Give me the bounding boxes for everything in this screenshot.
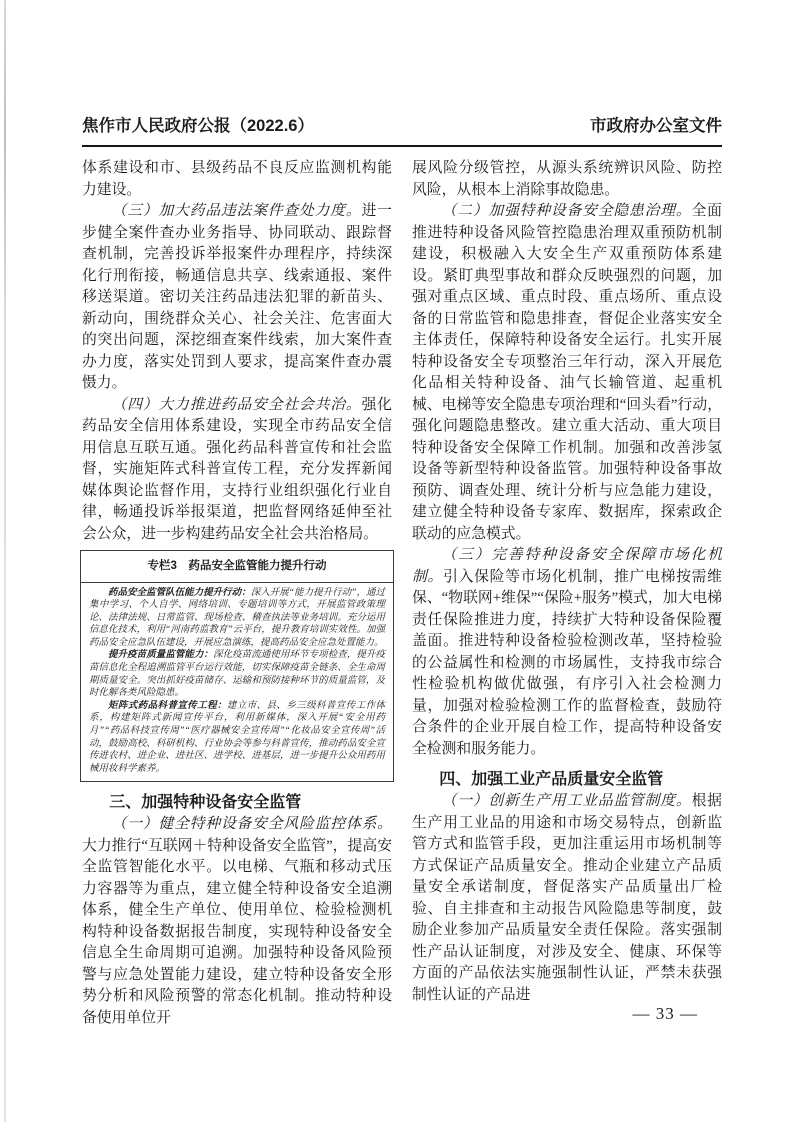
paragraph-continuation — [82, 158, 392, 201]
box-item — [89, 700, 385, 776]
page-header — [82, 112, 722, 147]
page-body — [82, 158, 722, 1029]
paragraph-text: 引入保险等市场化机制，推广电梯按需维保、“物联网+维保”“保险+服务”模式，加大电梯责任保险推进力度，持续扩大特种设备保险覆盖面。推进特种设备检验检测改革，坚持检验的公益属性和检测的市场属性，支持我市综合性检验机构做优做强，有序引入社会检测力量，加强对检验检测工作的监督检查，鼓励符合条件的企业开展自检工作，提高特种设备安全检测和服务能力。 — [412, 568, 722, 757]
paragraph — [412, 791, 722, 1006]
section-heading-4: 四、加强工业产品质量安全监管 — [439, 771, 664, 788]
paragraph-lead: （一）健全特种设备安全风险监控体系。 — [111, 816, 392, 833]
box-item-text: 深化疫苗流通使用环节专项检查，提升疫苗信息化全程追溯监管平台运行效能，切实保障疫苗全链条、全生命周期质量安全。突出抓好疫苗储存、运输和预防接种环节的质量监管，及时化解各类风险隐患。 — [89, 650, 385, 699]
highlight-box — [80, 550, 394, 782]
paragraph-lead: （三）加大药品违法案件查处力度。 — [111, 203, 362, 219]
paragraph-lead: （二）加强特种设备安全隐患治理。 — [441, 203, 692, 219]
paragraph-text: 根据生产用工业品的用途和市场交易特点，创新监管方式和监管手段，更加注重运用市场机制等方式保证产品质量安全。推动企业建立产品质量安全承诺制度，督促落实产品质量出厂检验、自主排查和主动报告风险隐患等制度，鼓励企业参加产品质量安全责任保险。落实强制性产品认证制度，对涉及安全、健康、环保等方面的产品依法实施强制性认证，严禁未获强制性认证的产品进 — [412, 793, 722, 1003]
page-number: — 33 — — [632, 1004, 698, 1023]
header-gazette-title: 焦作市人民政府公报（2022.6） — [82, 117, 314, 135]
box-item-text: 建立市、县、乡三级科普宣传工作体系，构建矩阵式新闻宣传平台，利用新媒体，深入开展“安全用药月”“药品科技宣传周”“医疗器械安全宣传周”“化妆品安全宣传周”活动，鼓励高校、科研机构、行业协会等参与科普宣传，推动药品安全宣传进农村、进企业、进社区、进学校、进基层，进一步提升公众用药用械用妆科学素养。 — [89, 700, 385, 774]
page-content — [82, 112, 722, 1029]
paragraph-lead: （三）完善特种设备安全保障市场化机制。 — [412, 547, 722, 585]
paragraph-lead: （四）大力推进药品安全社会共治。 — [111, 396, 362, 413]
left-column — [82, 158, 392, 1029]
box-item-lead: 矩阵式药品科普宣传工程： — [108, 700, 227, 711]
paragraph-continuation — [412, 158, 722, 201]
highlight-box-body — [81, 583, 393, 782]
paragraph — [82, 395, 392, 546]
section-heading-3: 三、加强特种设备安全监管 — [109, 794, 302, 812]
box-item-text: 深入开展“能力提升行动”，通过集中学习、个人自学、网络培训、专题培训等方式，开展监管政策理论、法律法规、日常监管、现场检查、稽查执法等业务培训。充分运用信息化技术，利用“河南药监教育”云平台，提升教育培训实效性。加强药品安全应急队伍建设，开展应急演练，提高药品安全应急处置能力。 — [89, 587, 385, 648]
paragraph-lead: （一）创新生产用工业品监管制度。 — [441, 793, 692, 809]
paragraph-text: 大力推行“互联网＋特种设备安全监管”，提高安全监管智能化水平。以电梯、气瓶和移动式压力容器等为重点，建立健全特种设备安全追溯体系，健全生产单位、使用单位、检验检测机构特种设备数据报告制度，实现特种设备安全信息全生命周期可追溯。加强特种设备风险预警与应急处置能力建设，建立特种设备安全形势分析和风险预警的常态化机制。推动特种设备使用单位开 — [82, 837, 392, 1026]
paragraph — [82, 201, 392, 395]
box-item-lead: 药品安全监管队伍能力提升行动： — [108, 587, 251, 598]
paragraph-text: 体系建设和市、县级药品不良反应监测机构能力建设。 — [82, 160, 392, 198]
header-document-type: 市政府办公室文件 — [590, 117, 722, 135]
scan-edge-artifact — [4, 0, 6, 1122]
paragraph-text: 强化药品安全信用体系建设，实现全市药品安全信用信息互联互通。强化药品科普宣传和社会监督，实施矩阵式科普宣传工程，充分发挥新闻媒体舆论监督作用，支持行业组织强化行业自律，畅通投诉举报渠道，把监督网络延伸至社会公众，进一步构建药品安全社会共治格局。 — [82, 396, 392, 542]
highlight-box-title: 专栏3 药品安全监管能力提升行动 — [81, 551, 393, 583]
box-item — [89, 587, 385, 650]
box-item — [89, 649, 385, 699]
paragraph — [412, 545, 722, 760]
paragraph — [412, 201, 722, 545]
paragraph-text: 进一步健全案件查办业务指导、协同联动、跟踪督查机制，完善投诉举报案件办理程序，持续深化行刑衔接，畅通信息共享、线索通报、案件移送渠道。密切关注药品违法犯罪的新苗头、新动向，围绕群众关心、社会关注、危害面大的突出问题，深挖细查案件线索，加大案件查办力度，落实处罚到人要求，提高案件查办震慑力。 — [82, 203, 392, 391]
paragraph — [82, 814, 392, 1029]
paragraph-text: 展风险分级管控，从源头系统辨识风险、防控风险，从根本上消除事故隐患。 — [412, 160, 722, 198]
paragraph-text: 全面推进特种设备风险管控隐患治理双重预防机制建设，积极融入大安全生产双重预防体系建设。紧盯典型事故和群众反映强烈的问题，加强对重点区域、重点时段、重点场所、重点设备的日常监管和隐患排查，督促企业落实安全主体责任，保障特种设备安全运行。扎实开展特种设备安全专项整治三年行动，深入开展危化品相关特种设备、油气长输管道、起重机械、电梯等安全隐患专项治理和“回头看”行动，强化问题隐患整改。建立重大活动、重大项目特种设备安全保障工作机制。加强和改善涉氢设备等新型特种设备监管。加强特种设备事故预防、调查处理、统计分析与应急能力建设，建立健全特种设备专家库、数据库，探索政企联动的应急模式。 — [412, 203, 722, 542]
right-column — [412, 158, 722, 1029]
box-item-lead: 提升疫苗质量监管能力： — [108, 650, 214, 661]
